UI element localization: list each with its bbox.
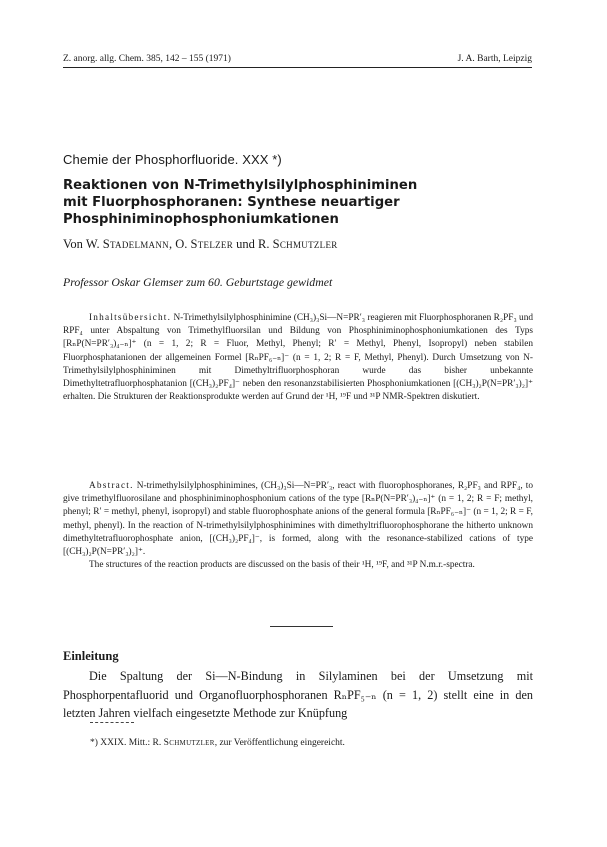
section-heading: Einleitung (63, 649, 119, 663)
body-paragraph: Die Spaltung der Si—N-Bindung in Silylaminen bei der Umsetzung mit Phosphorpentafluorid und Organofluorphosphoranen RₙPF₅₋ₙ (n = 1, 2) stellt eine in den letzten Jahren vielfach eingesetzte Methode zur Knüpfung (63, 669, 533, 721)
author-separator: , O. (168, 237, 188, 251)
series-title: Chemie der Phosphorfluoride. XXX *) (63, 152, 282, 167)
author-line (63, 237, 338, 252)
inhalt-text: N-Trimethylsilylphosphinimine (CH₃)₃Si—N=PR′₃ reagieren mit Fluorphosphoranen R₂PF₃ und RPF₄ unter Abspaltung von Trimethylfluorsilan und Bildung von Phosphiniminophosphoniumkationen des Typs [RₙP(N=PR′₃)₄₋ₙ]⁺ (n = 1, 2; R = Fluor, Methyl, Phenyl; R′ = Methyl, Phenyl, Isopropyl) neben stabilen Fluorphosphatanionen der allgemeinen Formel [RₙPF₆₋ₙ]⁻ (n = 1, 2; R = F, Methyl, Phenyl). Durch Umsetzung von N-Trimethylsilylphosphiniminen mit Dimethyltrifluorphosphoran wurde das bisher unbekannte Dimethyltetrafluorphosphatanion [(CH₃)₂PF₄]⁻ neben den resonanzstabilisierten Phosphoniumkationen [(CH₃)₂P(N=PR′₃)₂]⁺ erhalten. Die Strukturen der Reaktionsprodukte werden auf Grund der ¹H, ¹⁹F und ³¹P NMR-Spektren diskutiert. (63, 313, 534, 403)
abstract (63, 480, 533, 572)
footnote-rule (90, 722, 134, 723)
footnote-author: Schmutzler (163, 738, 215, 748)
title-line: mit Fluorphosphoranen: Synthese neuartiger (63, 195, 400, 210)
author-name: Stadelmann (102, 237, 169, 251)
publisher: J. A. Barth, Leipzig (457, 54, 532, 64)
section-divider (270, 626, 333, 627)
paper-title (63, 177, 533, 228)
abstract-text-2: The structures of the reaction products are discussed on the basis of their ¹H, ¹⁹F, and ³¹P N.m.r.-spectra. (89, 560, 475, 571)
abstract-label: Abstract. (89, 481, 134, 491)
author-name: Stelzer (190, 237, 234, 251)
abstract-text: N-trimethylsilylphosphinimines, (CH₃)₃Si—N=PR′₃, react with fluorophosphoranes, R₂PF₃ and RPF₄, to give trimethylfluorosilane and phosphiniminophosphonium cations of the type [RₙP(N=PR′₃)₄₋ₙ]⁺ (n = 1, 2; R = F; methyl, phenyl; R′ = methyl, phenyl, isopropyl) and stable fluorophosphate anions of the general formula [RₙPF₆₋ₙ]⁻ (n = 1, 2; R = F, methyl, phenyl). In the reaction of N-trimethylsilylphosphinimines with dimethyltrifluorophosphorane the hitherto unknown dimethyltetrafluorophosphate anion, [(CH₃)₂PF₄]⁻, is formed, along with the resonance-stabilized cations of type [(CH₃)₂P(N=PR′₃)₂]⁺. (63, 481, 533, 558)
inhaltsuebersicht (63, 312, 533, 404)
author-name: Schmutzler (272, 237, 338, 251)
author-prefix: Von W. (63, 237, 100, 251)
title-line: Phosphiniminophosphoniumkationen (63, 212, 339, 227)
author-separator: und R. (236, 237, 270, 251)
journal-citation: Z. anorg. allg. Chem. 385, 142 – 155 (1971) (63, 54, 231, 64)
footnote-marker: *) (90, 738, 98, 748)
journal-header (63, 54, 532, 68)
title-line: Reaktionen von N-Trimethylsilylphosphiniminen (63, 178, 418, 193)
footnote: *) XXIX. Mitt.: R. Schmutzler, zur Veröffentlichung eingereicht. (90, 738, 345, 748)
dedication: Professor Oskar Glemser zum 60. Geburtstage gewidmet (63, 275, 333, 289)
inhalt-label: Inhaltsübersicht. (89, 313, 172, 323)
